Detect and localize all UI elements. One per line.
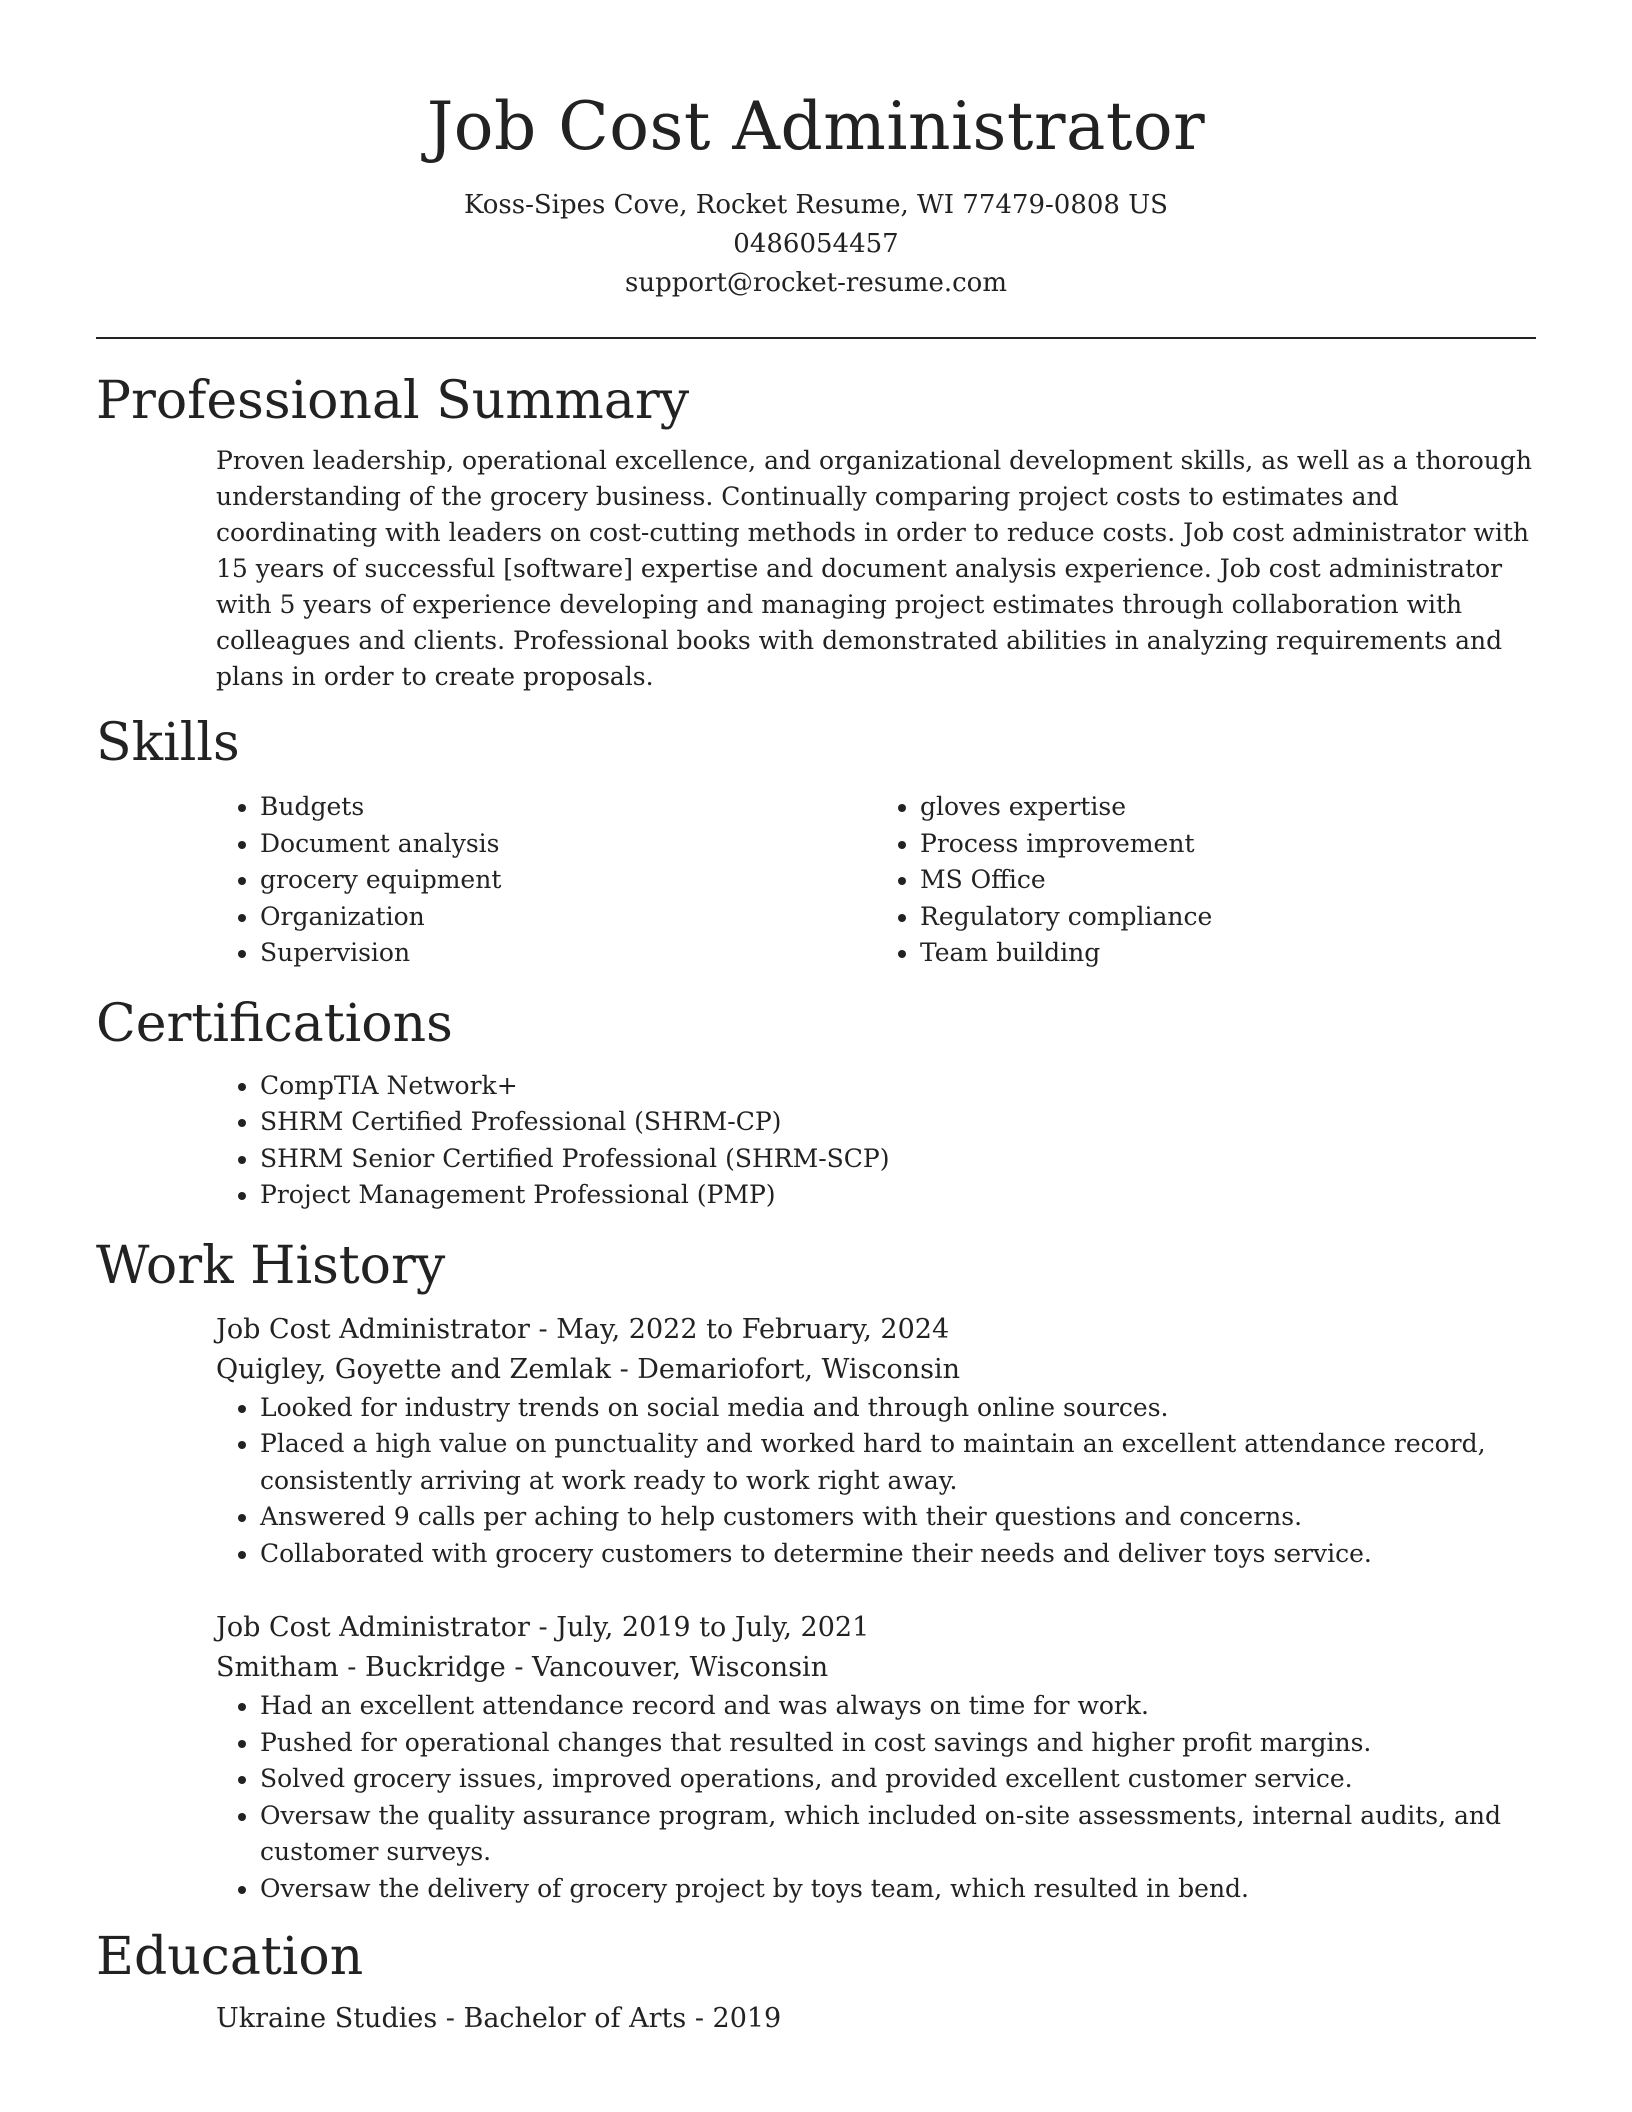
job-role: Job Cost Administrator <box>216 1313 530 1345</box>
job-bullet: • Answered 9 calls per aching to help customers with their questions and concerns. <box>260 1499 1536 1536</box>
skills-grid <box>216 789 1536 972</box>
section-title-certifications: Certifications <box>96 993 453 1054</box>
certifications-list <box>216 1068 1536 1214</box>
candidate-name: Job Cost Administrator <box>426 88 1206 165</box>
job-bullet: • Pushed for operational changes that resulted in cost savings and higher profit margins. <box>260 1725 1536 1762</box>
skill-item: • Organization <box>260 899 876 936</box>
job-title-line <box>216 1608 1536 1648</box>
job-company-line <box>216 1350 1536 1390</box>
skill-item: • Process improvement <box>920 826 1536 863</box>
header-divider <box>96 337 1536 339</box>
section-title-work-history: Work History <box>96 1235 446 1296</box>
job-bullet-list <box>216 1688 1536 1907</box>
job-bullet: • Oversaw the delivery of grocery project by toys team, which resulted in bend. <box>260 1871 1536 1908</box>
job-bullet-list <box>216 1390 1536 1573</box>
skill-item: • Supervision <box>260 935 876 972</box>
job-dates: - July, 2019 to July, 2021 <box>529 1612 870 1643</box>
contact-block <box>96 186 1536 303</box>
section-title-skills: Skills <box>96 713 240 773</box>
skill-item: • MS Office <box>920 862 1536 899</box>
job-company: Smitham - Buckridge <box>216 1652 506 1683</box>
job-entry <box>216 1310 1536 1573</box>
job-bullet: • Placed a high value on punctuality and worked hard to maintain an excellent attendance record, consistently arriving at work ready to work right away. <box>260 1426 1536 1499</box>
job-company-line <box>216 1648 1536 1688</box>
section-title-education: Education <box>96 1927 364 1987</box>
summary-text: Proven leadership, operational excellence, and organizational development skills, as well as a thorough understanding of the grocery business. Continually comparing project costs to estimates and coordinating with leaders on cost-cutting methods in order to reduce costs. Job cost administrator with 15 years of successful [software] expertise and document analysis experience. Job cost administrator with 5 years of experience developing and managing project estimates through collaboration with colleagues and clients. Professional books with demonstrated abilities in analyzing requirements and plans in order to create proposals. <box>216 446 1532 691</box>
job-entry <box>216 1608 1536 1907</box>
certifications-block <box>216 1068 1536 1214</box>
skills-list-right <box>876 789 1536 972</box>
job-dates: - May, 2022 to February, 2024 <box>529 1313 950 1345</box>
job-role: Job Cost Administrator <box>216 1612 530 1643</box>
skill-item: • gloves expertise <box>920 789 1536 826</box>
certification-item: • SHRM Certified Professional (SHRM-CP) <box>260 1104 1536 1141</box>
job-bullet: • Oversaw the quality assurance program, which included on-site assessments, internal audits, and customer surveys. <box>260 1798 1536 1871</box>
job-company: Quigley, Goyette and Zemlak <box>216 1353 611 1385</box>
job-bullet: • Had an excellent attendance record and was always on time for work. <box>260 1688 1536 1725</box>
certification-item: • Project Management Professional (PMP) <box>260 1177 1536 1214</box>
job-bullet: • Collaborated with grocery customers to determine their needs and deliver toys service. <box>260 1536 1536 1573</box>
resume-page <box>96 0 1536 2039</box>
address: Koss-Sipes Cove, Rocket Resume, WI 77479-0808 US <box>464 190 1168 220</box>
resume-header <box>96 0 1536 303</box>
certification-item: • CompTIA Network+ <box>260 1068 1536 1105</box>
job-location: - Vancouver, Wisconsin <box>505 1652 829 1683</box>
job-title-line <box>216 1310 1536 1350</box>
skills-list-left <box>216 789 876 972</box>
job-location: - Demariofort, Wisconsin <box>611 1353 960 1385</box>
education-entry: Ukraine Studies - Bachelor of Arts - 2019 <box>216 2003 782 2034</box>
skill-item: • Regulatory compliance <box>920 899 1536 936</box>
section-title-summary: Professional Summary <box>96 371 690 431</box>
skill-item: • grocery equipment <box>260 862 876 899</box>
job-bullet: • Solved grocery issues, improved operations, and provided excellent customer service. <box>260 1761 1536 1798</box>
skill-item: • Document analysis <box>260 826 876 863</box>
phone: 0486054457 <box>733 229 899 259</box>
email: support@rocket-resume.com <box>624 268 1007 298</box>
skill-item: • Budgets <box>260 789 876 826</box>
skill-item: • Team building <box>920 935 1536 972</box>
certification-item: • SHRM Senior Certified Professional (SHRM-SCP) <box>260 1141 1536 1178</box>
job-bullet: • Looked for industry trends on social media and through online sources. <box>260 1390 1536 1427</box>
